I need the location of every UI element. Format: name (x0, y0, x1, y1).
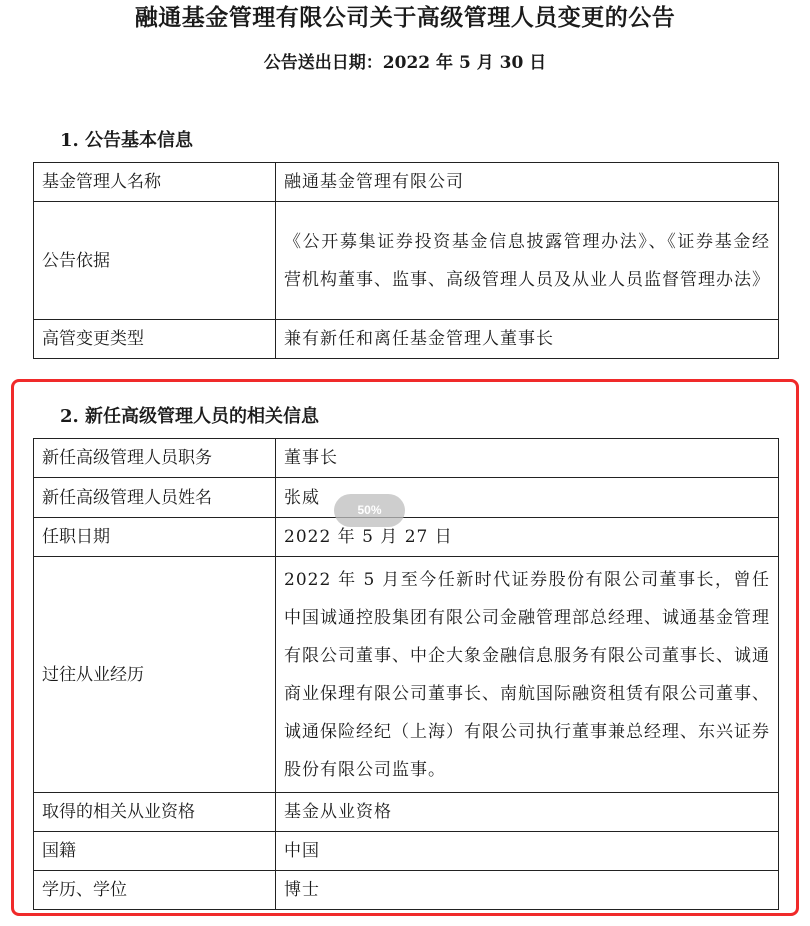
row-label: 新任高级管理人员职务 (34, 439, 276, 478)
table-row (34, 202, 779, 320)
row-value: 中国 (276, 832, 779, 871)
zoom-level-badge: 50% (334, 494, 405, 527)
row-value: 博士 (276, 871, 779, 910)
section-2-heading: 2. 新任高级管理人员的相关信息 (60, 406, 320, 427)
row-label: 高管变更类型 (34, 320, 276, 359)
table-row (34, 163, 779, 202)
document-title: 融通基金管理有限公司关于高级管理人员变更的公告 (134, 4, 676, 31)
row-label: 国籍 (34, 832, 276, 871)
row-label: 公告依据 (34, 202, 276, 320)
basic-info-table (33, 162, 779, 359)
table-row (34, 478, 779, 518)
row-label: 过往从业经历 (34, 557, 276, 793)
table-row (34, 518, 779, 557)
row-label: 新任高级管理人员姓名 (34, 478, 276, 518)
row-label: 学历、学位 (34, 871, 276, 910)
row-value: 兼有新任和离任基金管理人董事长 (276, 320, 779, 359)
publish-date: 公告送出日期：2022 年 5 月 30 日 (263, 53, 547, 73)
new-executive-table (33, 438, 779, 910)
row-label: 基金管理人名称 (34, 163, 276, 202)
row-value: 董事长 (276, 439, 779, 478)
row-label: 取得的相关从业资格 (34, 793, 276, 832)
table-row (34, 793, 779, 832)
row-value: 《公开募集证券投资基金信息披露管理办法》、《证券基金经营机构董事、监事、高级管理人员及从业人员监督管理办法》 (276, 202, 779, 320)
row-value: 融通基金管理有限公司 (276, 163, 779, 202)
row-label: 任职日期 (34, 518, 276, 557)
table-row (34, 439, 779, 478)
table-row (34, 832, 779, 871)
row-value: 基金从业资格 (276, 793, 779, 832)
row-value: 张威 (276, 478, 779, 518)
table-row (34, 320, 779, 359)
row-value: 2022 年 5 月至今任新时代证券股份有限公司董事长，曾任中国诚通控股集团有限公司金融管理部总经理、诚通基金管理有限公司董事、中企大象金融信息服务有限公司董事长、诚通商业保理有限公司董事长、南航国际融资租赁有限公司董事、诚通保险经纪（上海）有限公司执行董事兼总经理、东兴证券股份有限公司监事。 (276, 557, 779, 793)
section-1-heading: 1. 公告基本信息 (60, 130, 194, 151)
table-row (34, 557, 779, 793)
row-value: 2022 年 5 月 27 日 (276, 518, 779, 557)
table-row (34, 871, 779, 910)
